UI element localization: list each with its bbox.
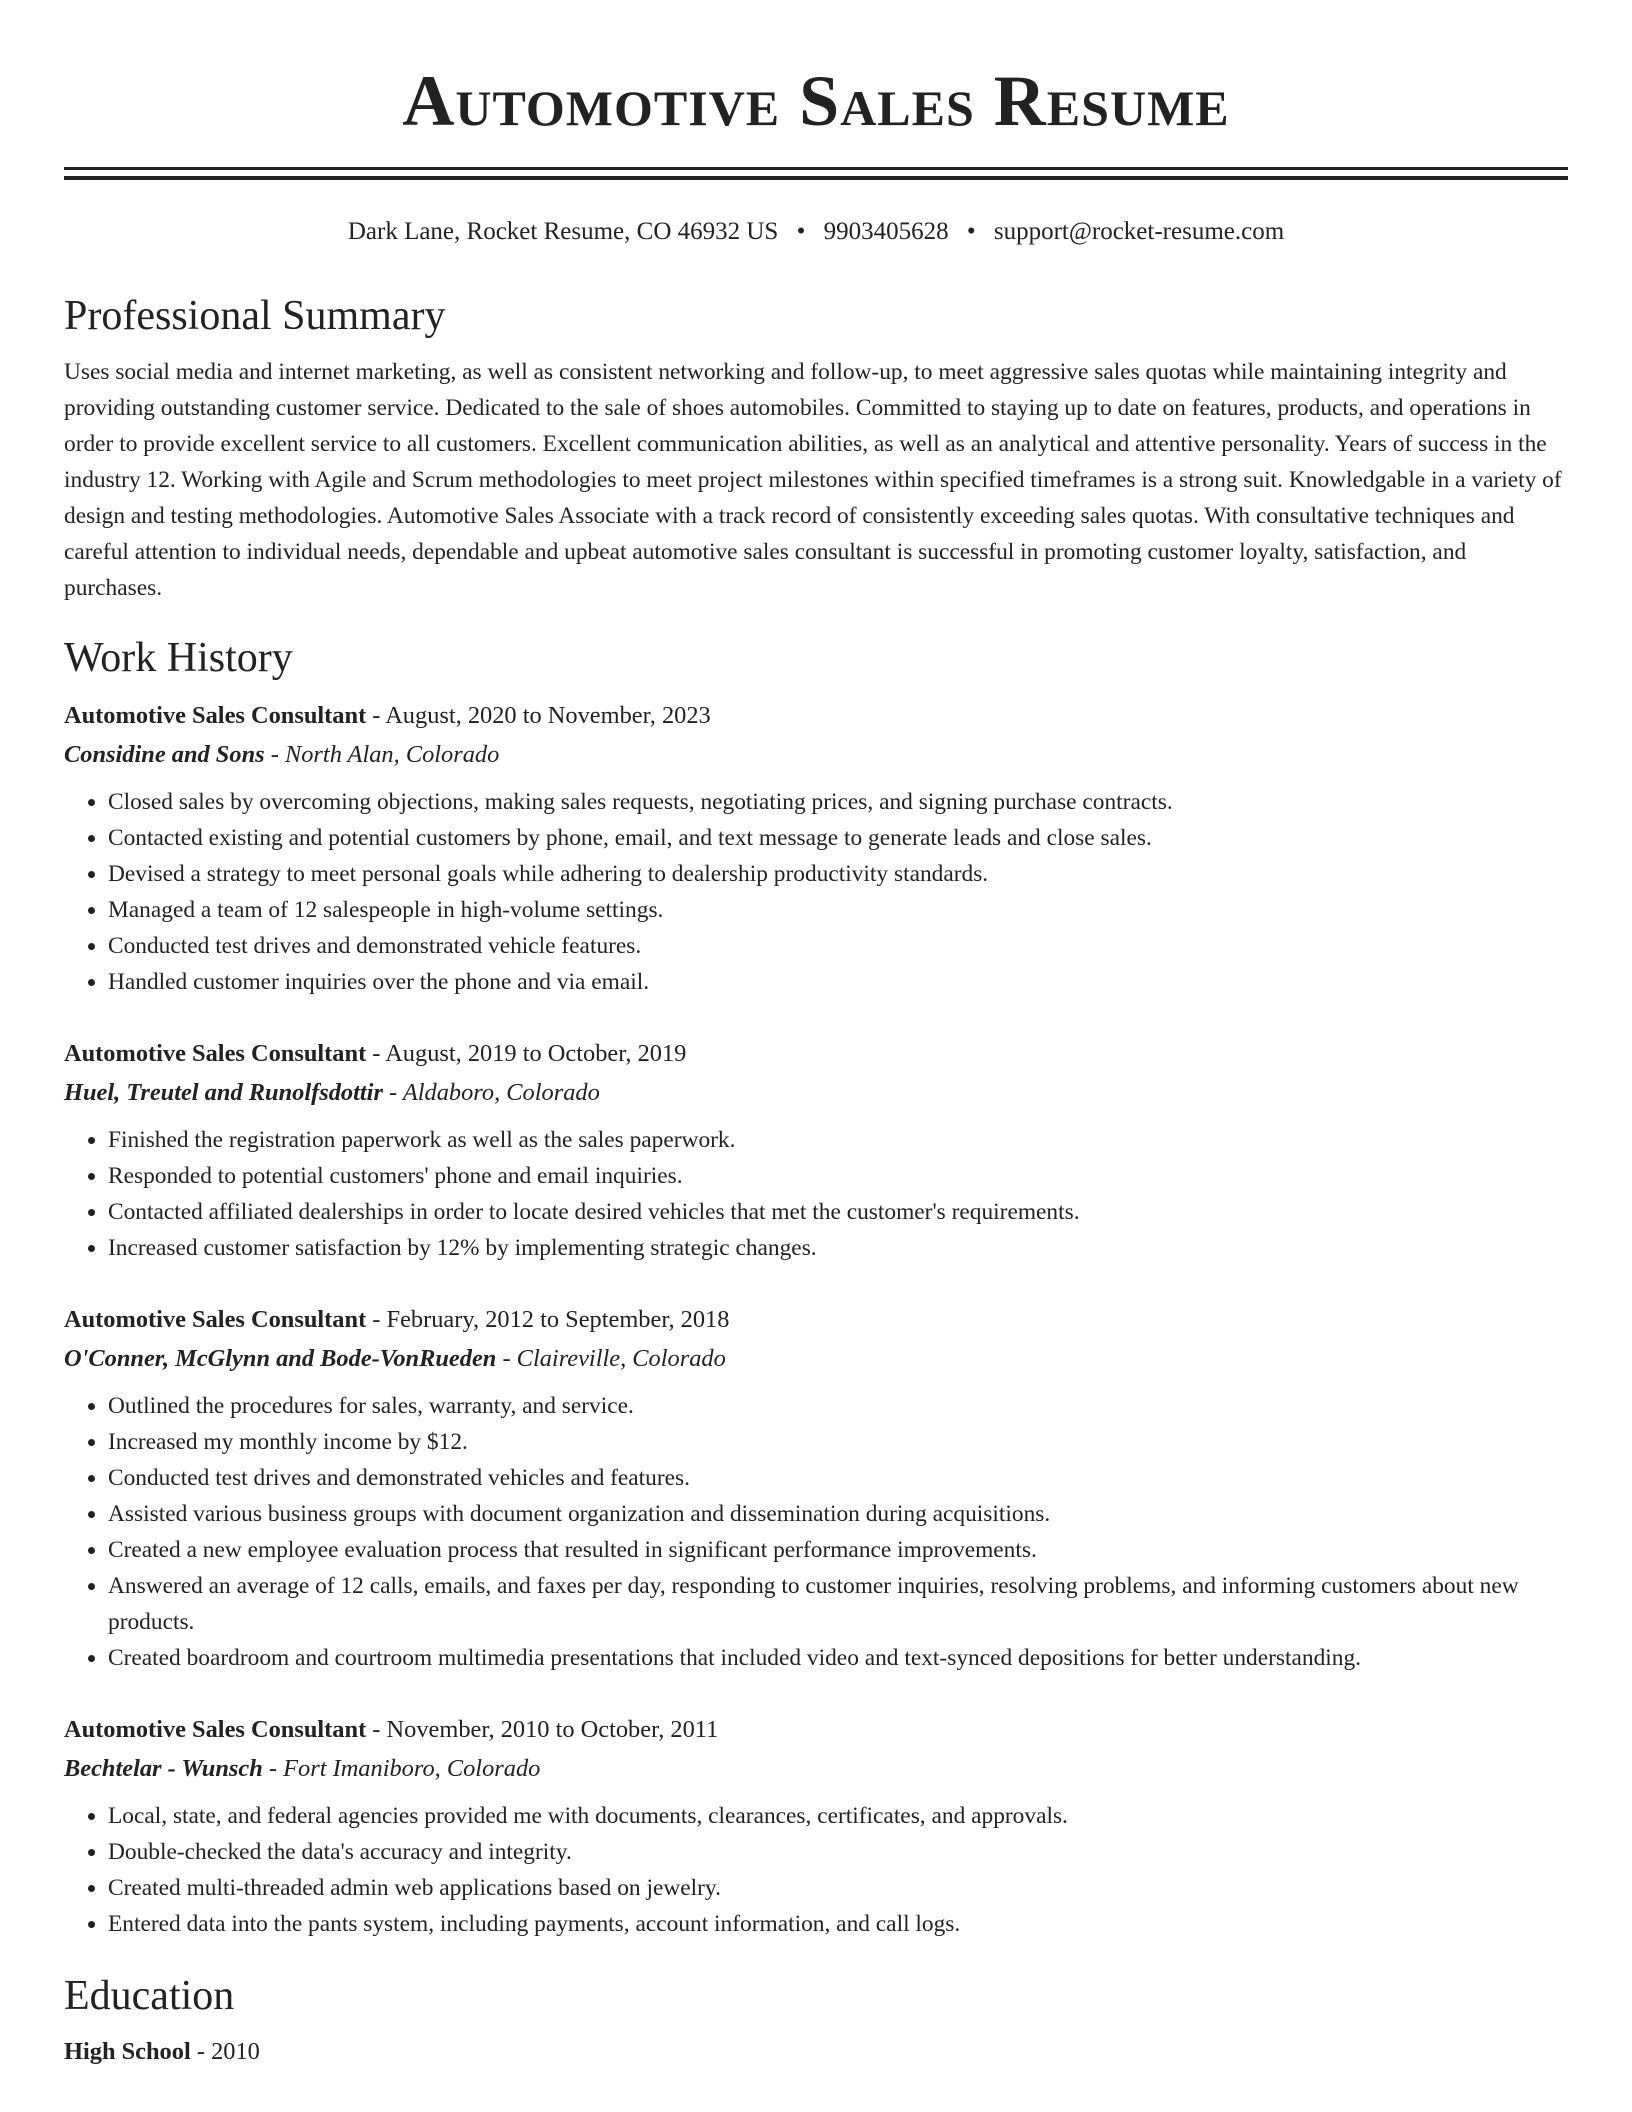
job-bullet: • Managed a team of 12 salespeople in high-volume settings.: [108, 892, 1568, 928]
job-bullets: [64, 784, 1568, 1000]
job-bullet: • Increased my monthly income by $12.: [108, 1424, 1568, 1460]
resume-title: Automotive Sales Resume: [402, 61, 1230, 141]
job-employer: [64, 1073, 1568, 1112]
contact-phone: 9903405628: [823, 218, 949, 245]
job-bullet: • Local, state, and federal agencies provided me with documents, clearances, certificates, and approvals.: [108, 1798, 1568, 1834]
job-dates: August, 2019 to October, 2019: [385, 1040, 687, 1067]
job-dates: November, 2010 to October, 2011: [386, 1716, 719, 1743]
job-dates: August, 2020 to November, 2023: [385, 702, 711, 729]
job-entry: [64, 1300, 1568, 1676]
work-history-heading: Work History: [64, 635, 293, 681]
job-bullet: • Conducted test drives and demonstrated vehicles and features.: [108, 1460, 1568, 1496]
job-company: Bechtelar - Wunsch: [64, 1755, 263, 1782]
title-divider-top: [64, 167, 1568, 170]
job-bullet: • Created a new employee evaluation process that resulted in significant performance improvements.: [108, 1532, 1568, 1568]
job-bullets: [64, 1388, 1568, 1676]
contact-separator: •: [796, 218, 806, 245]
job-bullet: • Handled customer inquiries over the phone and via email.: [108, 964, 1568, 1000]
job-title: Automotive Sales Consultant: [64, 702, 367, 729]
job-dash: -: [366, 1040, 386, 1067]
job-company: Considine and Sons: [64, 741, 265, 768]
job-bullet: • Finished the registration paperwork as well as the sales paperwork.: [108, 1122, 1568, 1158]
job-dates: February, 2012 to September, 2018: [386, 1306, 730, 1333]
job-dash: -: [264, 741, 285, 768]
job-bullet: • Contacted affiliated dealerships in order to locate desired vehicles that met the customer's requirements.: [108, 1194, 1568, 1230]
education-year: 2010: [211, 2038, 260, 2065]
job-entry: [64, 1710, 1568, 1942]
summary-text: Uses social media and internet marketing, as well as consistent networking and follow-up, to meet aggressive sales quotas while maintaining integrity and providing outstanding customer service. Dedicated to the sale of shoes automobiles. Committed to staying up to date on features, products, and operations in order to provide excellent service to all customers. Excellent communication abilities, as well as an analytical and attentive personality. Years of success in the industry 12. Working with Agile and Scrum methodologies to meet project milestones within specified timeframes is a strong suit. Knowledgable in a variety of design and testing methodologies. Automotive Sales Associate with a track record of consistently exceeding sales quotas. With consultative techniques and careful attention to individual needs, dependable and upbeat automotive sales consultant is successful in promoting customer loyalty, satisfaction, and purchases.: [64, 359, 1562, 601]
job-entry: [64, 696, 1568, 1000]
education-dash: -: [190, 2038, 212, 2065]
job-bullet: • Double-checked the data's accuracy and integrity.: [108, 1834, 1568, 1870]
job-bullet: • Outlined the procedures for sales, warranty, and service.: [108, 1388, 1568, 1424]
job-bullet: • Conducted test drives and demonstrated vehicle features.: [108, 928, 1568, 964]
job-location: Fort Imaniboro, Colorado: [283, 1755, 541, 1782]
job-dash: -: [366, 702, 386, 729]
job-location: Claireville, Colorado: [516, 1345, 726, 1372]
job-bullets: [64, 1122, 1568, 1266]
education-item: [64, 2034, 1568, 2070]
job-bullet: • Entered data into the pants system, including payments, account information, and call logs.: [108, 1906, 1568, 1942]
job-bullet: • Assisted various business groups with document organization and dissemination during acquisitions.: [108, 1496, 1568, 1532]
summary-heading: Professional Summary: [64, 293, 446, 339]
work-history-list: [64, 696, 1568, 1942]
contact-address: Dark Lane, Rocket Resume, CO 46932 US: [347, 218, 779, 245]
job-dash: -: [496, 1345, 517, 1372]
education-degree: High School: [64, 2038, 191, 2065]
job-employer: [64, 1749, 1568, 1788]
job-bullet: • Devised a strategy to meet personal goals while adhering to dealership productivity standards.: [108, 856, 1568, 892]
contact-email: support@rocket-resume.com: [993, 218, 1285, 245]
job-entry: [64, 1034, 1568, 1266]
job-dash: -: [382, 1079, 403, 1106]
job-employer: [64, 1339, 1568, 1378]
job-title: Automotive Sales Consultant: [64, 1716, 367, 1743]
job-header: [64, 1034, 1568, 1073]
job-header: [64, 1300, 1568, 1339]
job-bullet: • Responded to potential customers' phone and email inquiries.: [108, 1158, 1568, 1194]
job-bullet: • Increased customer satisfaction by 12% by implementing strategic changes.: [108, 1230, 1568, 1266]
job-title: Automotive Sales Consultant: [64, 1306, 367, 1333]
job-bullets: [64, 1798, 1568, 1942]
title-divider-bottom: [64, 176, 1568, 180]
job-bullet: • Created multi-threaded admin web applications based on jewelry.: [108, 1870, 1568, 1906]
job-location: Aldaboro, Colorado: [402, 1079, 600, 1106]
job-bullet: • Closed sales by overcoming objections, making sales requests, negotiating prices, and signing purchase contracts.: [108, 784, 1568, 820]
job-header: [64, 696, 1568, 735]
job-dash: -: [366, 1716, 387, 1743]
contact-separator: •: [966, 218, 976, 245]
resume-content: [64, 288, 1568, 2070]
job-dash: -: [262, 1755, 284, 1782]
job-company: Huel, Treutel and Runolfsdottir: [64, 1079, 383, 1106]
contact-line: [0, 214, 1632, 250]
job-header: [64, 1710, 1568, 1749]
education-heading: Education: [64, 1973, 235, 2019]
job-dash: -: [366, 1306, 387, 1333]
job-company: O'Conner, McGlynn and Bode-VonRueden: [64, 1345, 497, 1372]
job-location: North Alan, Colorado: [284, 741, 500, 768]
job-employer: [64, 735, 1568, 774]
job-bullet: • Answered an average of 12 calls, emails, and faxes per day, responding to customer inquiries, resolving problems, and informing customers about new products.: [108, 1568, 1568, 1640]
job-title: Automotive Sales Consultant: [64, 1040, 367, 1067]
job-bullet: • Created boardroom and courtroom multimedia presentations that included video and text-synced depositions for better understanding.: [108, 1640, 1568, 1676]
education-list: [64, 2034, 1568, 2070]
job-bullet: • Contacted existing and potential customers by phone, email, and text message to generate leads and close sales.: [108, 820, 1568, 856]
